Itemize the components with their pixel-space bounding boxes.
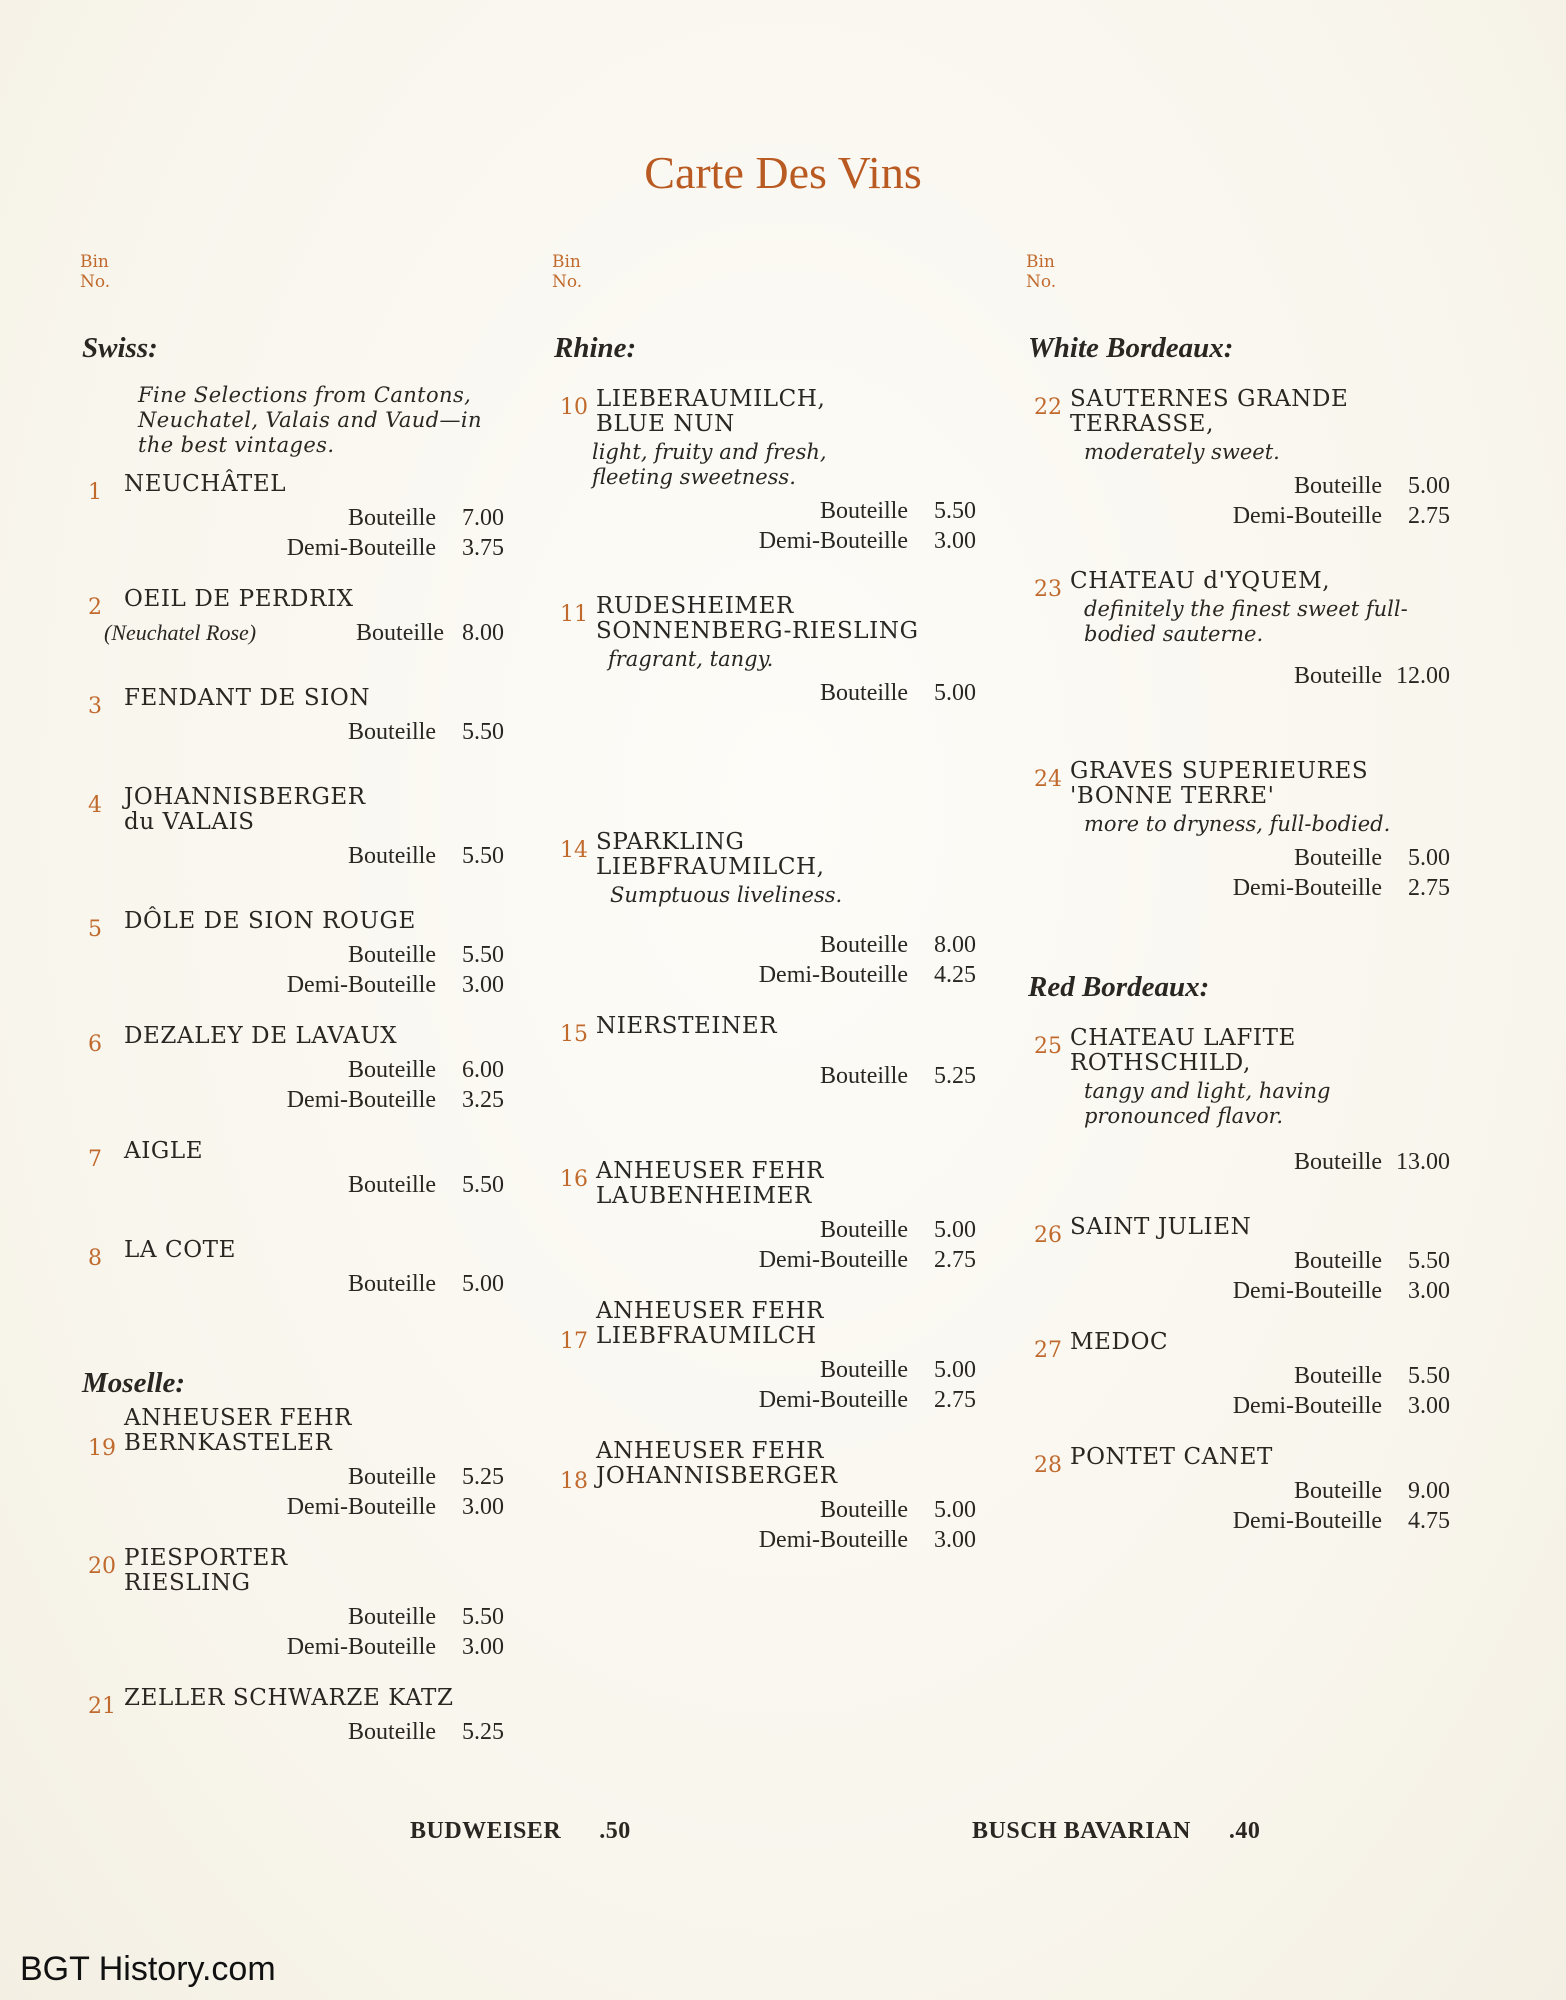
bin-number: 21 — [88, 1694, 116, 1719]
price-row: Bouteille 5.50 — [348, 1604, 504, 1630]
price-list — [1026, 661, 1466, 691]
column-1 — [80, 252, 520, 1771]
bin-number: 19 — [88, 1436, 116, 1461]
wine-name: CHATEAU d'YQUEM, — [1070, 568, 1331, 594]
price-list — [1026, 1246, 1466, 1306]
wine-description: more to dryness, full-bodied. — [1084, 812, 1391, 836]
wine-name: OEIL DE PERDRIX — [124, 586, 354, 612]
wine-name: ANHEUSER FEHR BERNKASTELER — [124, 1405, 353, 1456]
wine-description: definitely the finest sweet full-bodied sauterne. — [1084, 597, 1408, 646]
bin-number: 6 — [88, 1032, 102, 1057]
price-row: (Neuchatel Rose) Bouteille 8.00 — [80, 618, 520, 648]
wine-name: PIESPORTER RIESLING — [124, 1545, 288, 1596]
price-row: Demi-Bouteille 3.00 — [758, 528, 976, 554]
wine-entry — [80, 1406, 520, 1522]
price-row: Demi-Bouteille 3.00 — [286, 1634, 504, 1660]
price-list — [80, 503, 520, 563]
price-list — [1026, 1147, 1466, 1177]
beer-name: BUDWEISER — [410, 1818, 562, 1844]
wine-name: SAUTERNES GRANDE TERRASSE, — [1070, 386, 1349, 437]
price-row: Bouteille 5.50 — [1294, 1363, 1450, 1389]
price-list — [552, 930, 992, 990]
price-list — [80, 717, 520, 747]
wine-name: DÔLE DE SION ROUGE — [124, 908, 416, 934]
bin-number: 11 — [560, 602, 588, 627]
price-row: Bouteille 13.00 — [1294, 1149, 1450, 1175]
wine-name: LA COTE — [124, 1237, 236, 1263]
bin-number: 17 — [560, 1329, 588, 1354]
beer-price: .40 — [1228, 1818, 1261, 1844]
wine-name: MEDOC — [1070, 1329, 1169, 1355]
wine-entry — [80, 686, 520, 747]
beer-price: .50 — [599, 1818, 631, 1844]
wine-entry — [552, 1014, 992, 1091]
price-list — [1026, 1361, 1466, 1421]
price-list — [80, 1055, 520, 1115]
wine-description: Sumptuous liveliness. — [610, 883, 843, 907]
price-row: Demi-Bouteille 3.25 — [286, 1087, 504, 1113]
wine-name: ANHEUSER FEHR JOHANNISBERGER — [596, 1438, 838, 1489]
price-list — [552, 1495, 992, 1555]
wine-description: light, fruity and fresh, fleeting sweetness. — [592, 440, 827, 489]
wine-name: RUDESHEIMER SONNENBERG-RIESLING — [596, 593, 919, 644]
price-row: Bouteille 5.50 — [348, 719, 504, 745]
wine-name: FENDANT DE SION — [124, 685, 371, 711]
price-row: Bouteille 5.00 — [820, 1217, 976, 1243]
wine-entry — [1026, 1330, 1466, 1421]
wine-name: CHATEAU LAFITE ROTHSCHILD, — [1070, 1025, 1296, 1076]
bin-number: 23 — [1034, 577, 1062, 602]
wine-name: PONTET CANET — [1070, 1444, 1273, 1470]
bin-header: Bin No. — [1026, 252, 1057, 292]
beer-line — [410, 1818, 631, 1845]
price-row: Demi-Bouteille 2.75 — [758, 1387, 976, 1413]
price-row: Bouteille 5.00 — [1294, 473, 1450, 499]
price-row: Bouteille 5.00 — [348, 1271, 504, 1297]
bin-number: 15 — [560, 1022, 588, 1047]
bin-number: 25 — [1034, 1034, 1062, 1059]
price-row: Demi-Bouteille 4.25 — [758, 962, 976, 988]
price-row: Demi-Bouteille 4.75 — [1232, 1508, 1450, 1534]
price-row: Bouteille 5.00 — [1294, 845, 1450, 871]
category-heading: Rhine: — [554, 332, 637, 364]
wine-entry — [80, 909, 520, 1000]
wine-entry — [552, 1439, 992, 1555]
price-list — [1026, 843, 1466, 903]
price-row: Demi-Bouteille 2.75 — [758, 1247, 976, 1273]
wine-entry — [1026, 1445, 1466, 1536]
price-row: Demi-Bouteille 3.00 — [1232, 1278, 1450, 1304]
price-row: Bouteille 5.50 — [348, 1172, 504, 1198]
bin-number: 22 — [1034, 395, 1062, 420]
price-list — [552, 496, 992, 556]
price-list — [552, 1061, 992, 1091]
price-row: Bouteille 5.25 — [348, 1719, 504, 1745]
price-row: Bouteille 5.00 — [820, 680, 976, 706]
price-row: Bouteille 5.50 — [1294, 1248, 1450, 1274]
wine-name: DEZALEY DE LAVAUX — [124, 1023, 398, 1049]
wine-name: ANHEUSER FEHR LIEBFRAUMILCH — [596, 1298, 825, 1349]
price-row: Demi-Bouteille 2.75 — [1232, 875, 1450, 901]
wine-entry — [80, 785, 520, 871]
price-row: Bouteille 9.00 — [1294, 1478, 1450, 1504]
price-list — [1026, 471, 1466, 531]
price-row: Demi-Bouteille 3.00 — [286, 972, 504, 998]
wine-note: (Neuchatel Rose) — [104, 620, 257, 645]
page-title: Carte Des Vins — [644, 147, 922, 198]
price-list — [552, 1215, 992, 1275]
wine-entry — [1026, 387, 1466, 531]
bin-number: 5 — [88, 917, 102, 942]
beer-line — [972, 1818, 1260, 1845]
price-row: Demi-Bouteille 3.00 — [1232, 1393, 1450, 1419]
wine-name: AIGLE — [124, 1138, 204, 1164]
price-list — [552, 1355, 992, 1415]
bin-number: 7 — [88, 1147, 102, 1172]
bin-number: 18 — [560, 1469, 588, 1494]
wine-name: SPARKLING LIEBFRAUMILCH, — [596, 829, 825, 880]
bin-number: 24 — [1034, 767, 1062, 792]
bin-header: Bin No. — [80, 252, 111, 292]
bin-number: 28 — [1034, 1453, 1062, 1478]
bin-number: 10 — [560, 395, 588, 420]
price-row: Bouteille 5.50 — [820, 498, 976, 524]
price-row: Bouteille 5.00 — [820, 1497, 976, 1523]
wine-name: NIERSTEINER — [596, 1013, 778, 1039]
bin-number: 14 — [560, 838, 588, 863]
category-heading: Moselle: — [82, 1367, 186, 1399]
bin-number: 20 — [88, 1554, 116, 1579]
wine-entry — [1026, 1026, 1466, 1177]
wine-name: ANHEUSER FEHR LAUBENHEIMER — [596, 1158, 825, 1209]
wine-entry — [80, 1686, 520, 1747]
price-row: Demi-Bouteille 3.00 — [286, 1494, 504, 1520]
price-row: Demi-Bouteille 3.75 — [286, 535, 504, 561]
bin-number: 2 — [88, 595, 102, 620]
price-list — [80, 1170, 520, 1200]
bin-number: 8 — [88, 1246, 102, 1271]
price-list — [80, 1717, 520, 1747]
price-list — [80, 841, 520, 871]
wine-entry — [80, 1139, 520, 1200]
wine-entry — [1026, 759, 1466, 903]
price-row: Bouteille 12.00 — [1294, 663, 1450, 689]
watermark: BGT History.com — [20, 1950, 276, 1988]
category-heading: White Bordeaux: — [1028, 332, 1234, 364]
wine-name: JOHANNISBERGER du VALAIS — [124, 784, 366, 835]
bin-number: 1 — [88, 480, 102, 505]
wine-name: ZELLER SCHWARZE KATZ — [124, 1685, 454, 1711]
bin-number: 4 — [88, 793, 102, 818]
price-row: Bouteille 7.00 — [348, 505, 504, 531]
bin-number: 27 — [1034, 1338, 1062, 1363]
category-note: Fine Selections from Cantons, Neuchatel, Valais and Vaud—in the best vintages. — [138, 383, 482, 457]
wine-description: moderately sweet. — [1084, 440, 1280, 464]
wine-name: SAINT JULIEN — [1070, 1214, 1252, 1240]
price-row: Bouteille 5.50 — [348, 843, 504, 869]
wine-entry — [552, 1299, 992, 1415]
wine-description: fragrant, tangy. — [608, 647, 774, 671]
wine-entry — [1026, 1215, 1466, 1306]
wine-entry — [552, 387, 992, 556]
bin-header: Bin No. — [552, 252, 583, 292]
price-row: Demi-Bouteille 2.75 — [1232, 503, 1450, 529]
price-row: Demi-Bouteille 3.00 — [758, 1527, 976, 1553]
price-row: Bouteille 5.25 — [348, 1464, 504, 1490]
wine-description: tangy and light, having pronounced flavor. — [1084, 1079, 1331, 1128]
price-row: Bouteille 5.50 — [348, 942, 504, 968]
price-row: Bouteille 6.00 — [348, 1057, 504, 1083]
price-row: Bouteille 5.00 — [820, 1357, 976, 1383]
beer-name: BUSCH BAVARIAN — [972, 1818, 1191, 1844]
bin-number: 16 — [560, 1167, 588, 1192]
price-list — [80, 1269, 520, 1299]
wine-name: LIEBERAUMILCH, BLUE NUN — [596, 386, 826, 437]
category-heading: Swiss: — [82, 332, 158, 364]
column-3 — [1026, 252, 1466, 1560]
bin-number: 3 — [88, 694, 102, 719]
wine-entry — [80, 1024, 520, 1115]
column-2 — [552, 252, 992, 1579]
wine-entry — [80, 472, 520, 563]
wine-name: NEUCHÂTEL — [124, 471, 287, 497]
wine-entry — [552, 1159, 992, 1275]
wine-entry — [552, 830, 992, 990]
bin-number: 26 — [1034, 1223, 1062, 1248]
category-heading: Red Bordeaux: — [1028, 971, 1210, 1003]
price-list — [80, 1602, 520, 1662]
price-list — [1026, 1476, 1466, 1536]
wine-entry — [1026, 569, 1466, 691]
price-list — [552, 678, 992, 708]
wine-entry — [552, 594, 992, 708]
wine-entry — [80, 587, 520, 648]
price-row: Bouteille 8.00 — [820, 932, 976, 958]
wine-entry — [80, 1238, 520, 1299]
price-list — [80, 1462, 520, 1522]
wine-entry — [80, 1546, 520, 1662]
wine-name: GRAVES SUPERIEURES 'BONNE TERRE' — [1070, 758, 1369, 809]
price-row: Bouteille 5.25 — [820, 1063, 976, 1089]
price-list — [80, 940, 520, 1000]
